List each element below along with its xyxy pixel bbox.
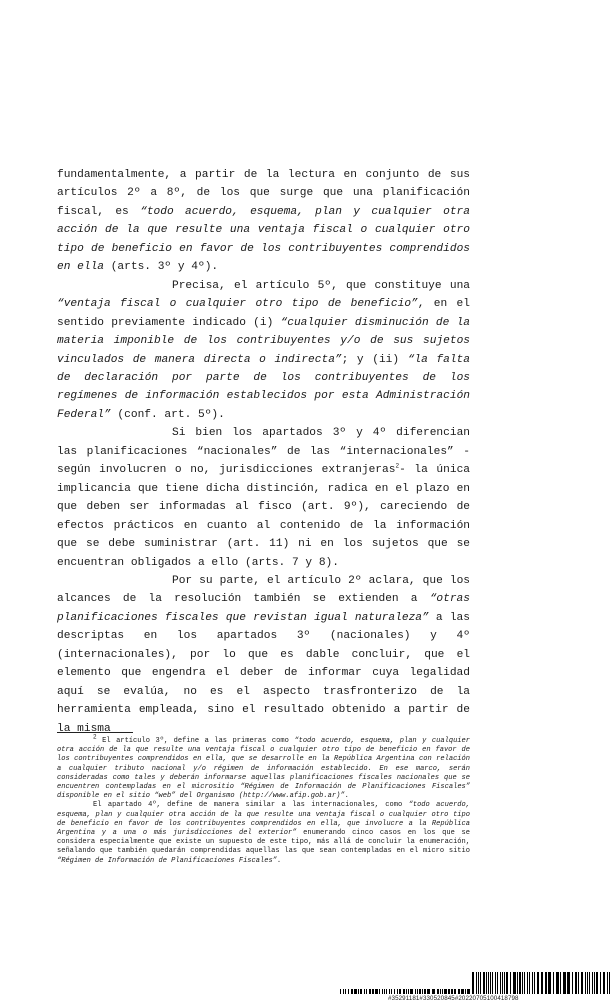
barcode-bar xyxy=(500,972,501,994)
paragraph-3 xyxy=(57,424,470,572)
barcode-bar xyxy=(563,972,566,994)
barcode-bar xyxy=(389,989,390,994)
barcode-bar xyxy=(587,972,588,994)
barcode-bar xyxy=(472,972,474,994)
text-run: ; y (ii) xyxy=(341,353,408,366)
barcode-bar xyxy=(585,972,586,994)
barcode-bar xyxy=(394,989,395,994)
barcode-bar xyxy=(581,972,583,994)
barcode-bar xyxy=(513,972,516,994)
barcode-bar xyxy=(483,972,485,994)
barcode-bar xyxy=(506,972,508,994)
text-run: , en el sentido previamente indicado (i) xyxy=(57,298,470,329)
barcode-bar xyxy=(406,989,407,994)
footnotes xyxy=(57,733,470,866)
quote: “todo acuerdo, esquema, plan y cualquier otra acción de la que resulte una ventaja fiscal o cualquier otro tipo de beneficio en favor de los contribuyentes comprendidos en ella, que se desarrolle en la República Argentina con relación a cualquier tributo nacional y/o régimen de información establecido. En ese marco, serán consideradas como tales y deberán informarse aquellas planificaciones fiscales nacionales que se encuentren contempladas en el micrositio “Régimen de Información de Planificaciones Fiscales” disponible en el sitio “web” del Organismo (http://www.afip.gob.ar)” xyxy=(57,737,470,801)
barcode-bar xyxy=(382,989,383,994)
barcode-bar xyxy=(424,989,426,994)
quote: “otras planificaciones fiscales que revistan igual naturaleza” xyxy=(57,593,470,624)
barcode-bar xyxy=(358,989,359,994)
barcode-bar xyxy=(490,972,491,994)
barcode-bar xyxy=(572,972,573,994)
text-run: El artículo 3º, define a las primeras como xyxy=(96,737,295,745)
barcode-bar xyxy=(408,989,409,994)
barcode-bar xyxy=(364,989,365,994)
barcode-bar xyxy=(375,989,378,994)
barcode-bar xyxy=(592,972,593,994)
barcode-bar xyxy=(345,989,346,994)
barcode-bar xyxy=(529,972,530,994)
quote: “la falta de declaración por parte de los contribuyentes de los regímenes de información establecidos por esta Administración Federal” xyxy=(57,353,470,421)
barcode-bar xyxy=(451,989,453,994)
text-run: fundamentalmente, a partir de la lectura en conjunto de sus artículos 2º a 8º, de los que surge que una planificación fiscal, es xyxy=(57,169,470,218)
quote: “ventaja fiscal o cualquier otro tipo de beneficio” xyxy=(57,298,418,311)
text-run: enumerando cinco casos en los que se considera especialmente que existe un supuesto de este tipo, más allá de concluir la enumeración, señalando que también quedarán comprendidas aquellas las que sean contempladas en el micro sitio xyxy=(57,829,470,856)
text-run: Si bien los apartados 3º y 4º diferencian las planificaciones “nacionales” de las “internacionales” -según involucren o no, jurisdicciones extranjeras xyxy=(57,427,470,477)
barcode-bar xyxy=(589,972,590,994)
barcode-bar xyxy=(351,989,353,994)
barcode-bar xyxy=(467,989,470,994)
barcode-bar xyxy=(410,989,413,994)
barcode-bar xyxy=(437,989,439,994)
barcode-bar xyxy=(386,989,387,994)
barcode-bar xyxy=(360,989,362,994)
barcode-bar xyxy=(440,989,441,994)
barcode-bar xyxy=(545,972,547,994)
text-run: . xyxy=(276,856,282,865)
barcode xyxy=(340,972,612,1002)
barcode-bar xyxy=(578,972,579,994)
quote: “todo acuerdo, esquema, plan y cualquier otra acción de la que resulte una ventaja fiscal o cualquier otro tipo de beneficio en favor de los contribuyentes comprendidos en ella, que involucre a la República Argentina y a una o más jurisdicciones del exterior” xyxy=(57,801,470,838)
barcode-bar xyxy=(486,972,487,994)
barcode-bar xyxy=(492,972,493,994)
barcode-bar xyxy=(522,972,523,994)
barcode-bar xyxy=(541,972,543,994)
text-run: El apartado 4º, define de manera similar a las internacionales, como xyxy=(93,801,409,810)
barcode-bar xyxy=(532,972,533,994)
barcode-bar xyxy=(575,972,577,994)
text-run: . xyxy=(344,792,349,801)
barcode-bar xyxy=(348,989,349,994)
text-run: Por su parte, el artículo 2º aclara, que los alcances de la resolución también se extienden a xyxy=(57,574,470,606)
barcode-bar xyxy=(427,989,430,994)
barcode-bar xyxy=(519,972,521,994)
barcode-bar xyxy=(594,972,595,994)
barcode-bar xyxy=(609,972,610,994)
footnote-2-continued xyxy=(57,801,470,865)
barcode-bar xyxy=(379,989,380,994)
barcode-bar xyxy=(448,989,450,994)
text-run: - la única implicancia que tiene dicha distinción, radica en el plazo en que deben ser informadas al fisco (art. 9º), careciendo de efectos prácticos en cuanto al contenido de la información que se debe suministrar (art. 11) ni en los sujetos que se encuentran obligados a ello (arts. 7 y 8). xyxy=(57,464,470,569)
barcode-bar xyxy=(403,989,405,994)
text-run: (arts. 3º y 4º). xyxy=(104,261,219,274)
barcode-bar xyxy=(369,989,371,994)
barcode-bar xyxy=(419,989,421,994)
barcode-bar xyxy=(458,989,460,994)
barcode-bar xyxy=(391,989,392,994)
quote: “cualquier disminución de la materia imponible de los contribuyentes y/o de sus sujetos vinculados de manera directa o indirecta” xyxy=(57,316,470,366)
barcode-bar xyxy=(567,972,570,994)
barcode-bar xyxy=(478,972,479,994)
barcode-bar xyxy=(596,972,598,994)
barcode-bar xyxy=(517,972,518,994)
paragraph-2 xyxy=(57,277,470,425)
barcode-bar xyxy=(366,989,367,994)
paragraph-1 xyxy=(57,166,470,277)
barcode-bar xyxy=(444,989,447,994)
barcode-bar xyxy=(553,972,554,994)
text-run: Precisa, el artículo 5º, que constituye una xyxy=(172,279,470,292)
barcode-bar xyxy=(476,972,477,994)
text-run: (conf. art. 5º). xyxy=(110,408,225,421)
barcode-bar xyxy=(442,989,443,994)
barcode-bar xyxy=(417,989,418,994)
barcode-bar xyxy=(537,972,539,994)
barcode-bar xyxy=(397,989,398,994)
barcode-number: #35291181#330520845#20220705100418798 xyxy=(388,995,519,1002)
barcode-bars xyxy=(340,972,612,994)
barcode-bar xyxy=(480,972,481,994)
barcode-bar xyxy=(510,972,511,994)
barcode-bar xyxy=(534,972,535,994)
barcode-bar xyxy=(502,972,503,994)
barcode-bar xyxy=(495,972,496,994)
barcode-bar xyxy=(524,972,525,994)
barcode-bar xyxy=(372,989,374,994)
barcode-bar xyxy=(607,972,608,994)
barcode-bar xyxy=(415,989,416,994)
barcode-bar xyxy=(488,972,489,994)
barcode-bar xyxy=(432,989,435,994)
barcode-bar xyxy=(422,989,423,994)
barcode-bar xyxy=(603,972,605,994)
text-run: a las descriptas en los apartados 3º (nacionales) y 4º (internacionales), por lo que es dable concluir, que el elemento que engendra el deber de informar cuya legalidad aquí se evalúa, no es el aspecto trasfronterizo de la herramienta empleada, sino el resultado obtenido a partir de la misma xyxy=(57,611,470,735)
barcode-bar xyxy=(504,972,505,994)
quote: “todo acuerdo, esquema, plan y cualquier otra acción de la que resulte una ventaja fiscal o cualquier otro tipo de beneficio en favor de los contribuyentes comprendidos en ella xyxy=(57,205,470,274)
body-text xyxy=(57,166,470,738)
barcode-bar xyxy=(527,972,528,994)
barcode-bar xyxy=(560,972,561,994)
barcode-bar xyxy=(340,989,341,994)
barcode-bar xyxy=(600,972,601,994)
barcode-bar xyxy=(384,989,385,994)
barcode-bar xyxy=(461,989,464,994)
barcode-bar xyxy=(465,989,466,994)
quote: “Régimen de Información de Planificaciones Fiscales” xyxy=(57,856,277,865)
paragraph-4 xyxy=(57,572,470,738)
barcode-bar xyxy=(343,989,344,994)
barcode-bar xyxy=(548,972,551,994)
footnote-reference: 2 xyxy=(395,462,400,470)
barcode-bar xyxy=(556,972,559,994)
barcode-bar xyxy=(354,989,357,994)
barcode-bar xyxy=(399,989,401,994)
footnote-2 xyxy=(57,733,470,801)
barcode-bar xyxy=(497,972,498,994)
footnote-marker: 2 xyxy=(93,733,97,741)
barcode-bar xyxy=(454,989,456,994)
